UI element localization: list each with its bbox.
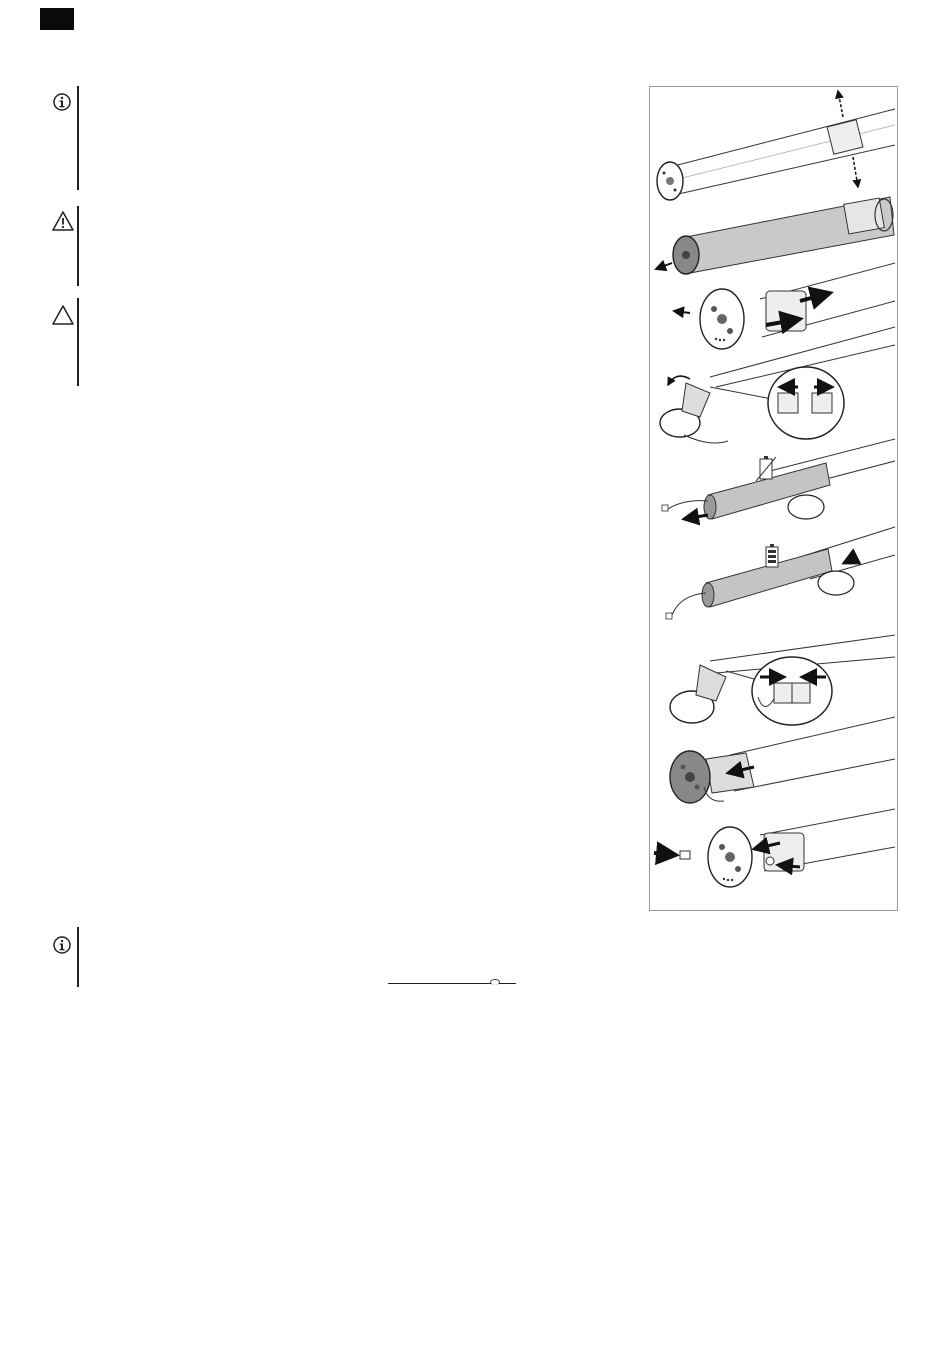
fill-in-mark [490,979,500,985]
end-cap-reinsert-icon [670,717,895,803]
plug-disconnect-icon [660,327,895,443]
page-corner-tab [40,8,74,30]
warning-note [48,206,82,286]
info-note [48,927,82,987]
note-bar [77,927,79,987]
end-cap-pull-icon [656,197,894,274]
note-bar [77,298,79,386]
caution-icon [51,304,75,326]
caution-note [48,298,82,386]
info-icon [52,92,72,112]
end-cap-screw-fixing-icon [654,809,895,887]
info-icon [52,935,72,955]
battery-empty-removal-icon [662,439,895,519]
info-note [48,86,82,190]
tube-lift-icon [657,91,895,200]
installation-figure [649,86,898,911]
warning-icon [51,210,75,232]
plug-connect-icon [670,635,895,725]
note-bar [77,206,79,286]
note-bar [77,86,79,190]
battery-full-insertion-icon [666,527,895,619]
